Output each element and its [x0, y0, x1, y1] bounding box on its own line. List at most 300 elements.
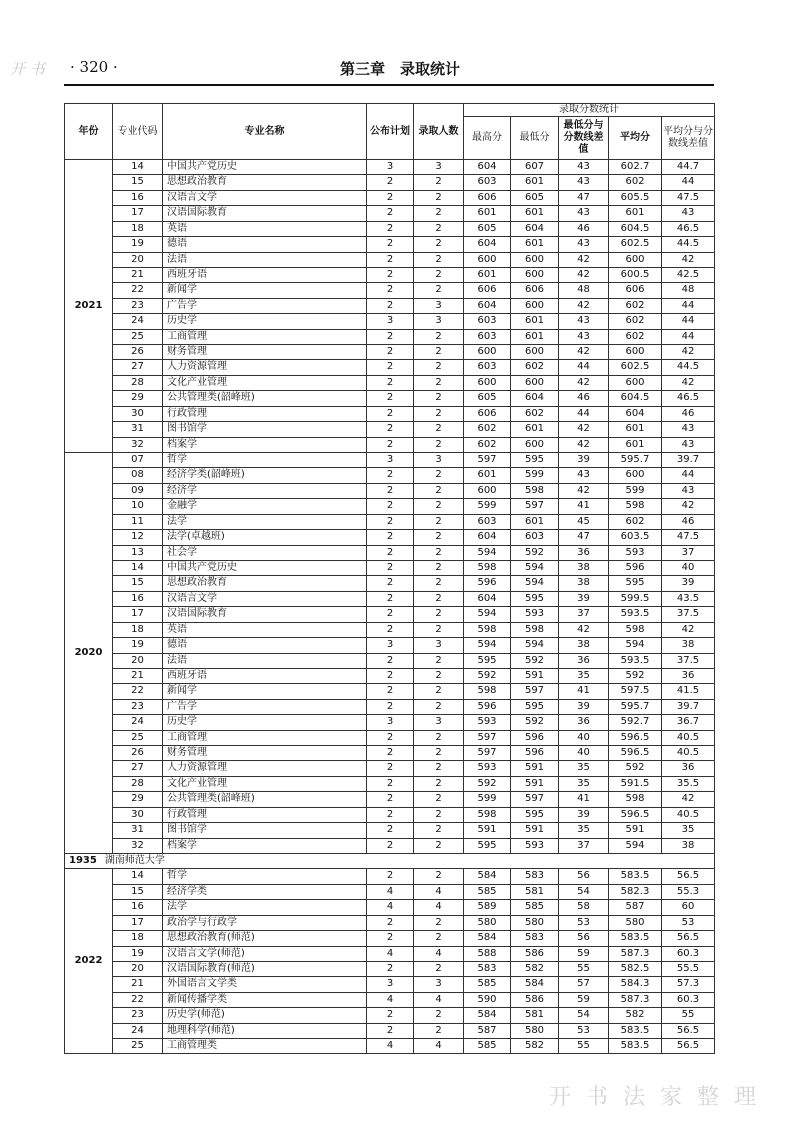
major-name-cell: 工商管理	[163, 730, 367, 745]
min-score-cell: 601	[511, 422, 559, 437]
year-cell: 2020	[65, 453, 113, 854]
max-score-cell: 605	[464, 391, 511, 406]
min-score-cell: 601	[511, 175, 559, 190]
max-score-cell: 598	[464, 684, 511, 699]
min-score-cell: 597	[511, 684, 559, 699]
max-score-cell: 589	[464, 900, 511, 915]
major-name-cell: 经济学类	[163, 884, 367, 899]
max-score-cell: 592	[464, 668, 511, 683]
avg-score-cell: 593.5	[609, 653, 662, 668]
max-score-cell: 603	[464, 514, 511, 529]
min-score-cell: 601	[511, 514, 559, 529]
avg-score-cell: 583.5	[609, 869, 662, 884]
table-row	[65, 345, 715, 360]
table-row	[65, 175, 715, 190]
plan-cell: 2	[367, 591, 414, 606]
admitted-cell: 2	[414, 530, 464, 545]
code-cell: 08	[113, 468, 163, 483]
avg-score-cell: 593.5	[609, 607, 662, 622]
code-cell: 18	[113, 622, 163, 637]
min-diff-cell: 43	[559, 175, 609, 190]
avg-score-cell: 597.5	[609, 684, 662, 699]
avg-score-cell: 596.5	[609, 730, 662, 745]
code-cell: 23	[113, 1008, 163, 1023]
min-score-cell: 601	[511, 314, 559, 329]
admitted-cell: 2	[414, 175, 464, 190]
code-cell: 16	[113, 591, 163, 606]
min-score-cell: 600	[511, 252, 559, 267]
min-score-cell: 598	[511, 622, 559, 637]
min-score-cell: 606	[511, 283, 559, 298]
admitted-cell: 2	[414, 360, 464, 375]
code-cell: 25	[113, 1039, 163, 1054]
major-name-cell: 德语	[163, 638, 367, 653]
max-score-cell: 603	[464, 360, 511, 375]
min-diff-cell: 38	[559, 638, 609, 653]
max-score-cell: 601	[464, 267, 511, 282]
avg-score-cell: 583.5	[609, 1023, 662, 1038]
min-diff-cell: 40	[559, 730, 609, 745]
admitted-cell: 2	[414, 792, 464, 807]
major-name-cell: 广告学	[163, 298, 367, 313]
code-cell: 27	[113, 761, 163, 776]
code-cell: 15	[113, 576, 163, 591]
plan-cell: 2	[367, 668, 414, 683]
min-score-cell: 584	[511, 977, 559, 992]
min-score-cell: 601	[511, 206, 559, 221]
code-cell: 24	[113, 314, 163, 329]
avg-diff-cell: 39.7	[662, 453, 715, 468]
admitted-cell: 2	[414, 345, 464, 360]
plan-cell: 4	[367, 900, 414, 915]
table-row	[65, 823, 715, 838]
min-score-cell: 582	[511, 1039, 559, 1054]
min-score-cell: 596	[511, 730, 559, 745]
max-score-cell: 600	[464, 375, 511, 390]
watermark-top: 开 书	[10, 60, 45, 78]
plan-cell: 2	[367, 206, 414, 221]
avg-diff-cell: 42	[662, 375, 715, 390]
plan-cell: 2	[367, 345, 414, 360]
avg-diff-cell: 46	[662, 514, 715, 529]
plan-cell: 2	[367, 483, 414, 498]
avg-score-cell: 602.7	[609, 160, 662, 175]
code-cell: 32	[113, 838, 163, 853]
min-diff-cell: 44	[559, 406, 609, 421]
plan-cell: 2	[367, 221, 414, 236]
avg-score-cell: 582	[609, 1008, 662, 1023]
min-score-cell: 594	[511, 576, 559, 591]
plan-cell: 3	[367, 160, 414, 175]
avg-diff-cell: 40.5	[662, 807, 715, 822]
admitted-cell: 2	[414, 375, 464, 390]
min-diff-cell: 36	[559, 653, 609, 668]
table-row	[65, 190, 715, 205]
section-name: 湖南师范大学	[104, 854, 165, 866]
col-admitted: 录取人数	[414, 104, 464, 160]
code-cell: 17	[113, 206, 163, 221]
major-name-cell: 法语	[163, 252, 367, 267]
plan-cell: 2	[367, 915, 414, 930]
major-name-cell: 哲学	[163, 453, 367, 468]
min-score-cell: 601	[511, 237, 559, 252]
max-score-cell: 585	[464, 977, 511, 992]
min-score-cell: 582	[511, 961, 559, 976]
admitted-cell: 2	[414, 483, 464, 498]
min-score-cell: 602	[511, 406, 559, 421]
min-score-cell: 594	[511, 560, 559, 575]
min-diff-cell: 35	[559, 668, 609, 683]
plan-cell: 2	[367, 283, 414, 298]
avg-score-cell: 593	[609, 545, 662, 560]
major-name-cell: 新闻传播学类	[163, 992, 367, 1007]
major-name-cell: 文化产业管理	[163, 776, 367, 791]
major-name-cell: 工商管理类	[163, 1039, 367, 1054]
plan-cell: 2	[367, 267, 414, 282]
table-row	[65, 468, 715, 483]
code-cell: 22	[113, 283, 163, 298]
min-score-cell: 580	[511, 1023, 559, 1038]
min-score-cell: 595	[511, 807, 559, 822]
min-score-cell: 581	[511, 884, 559, 899]
major-name-cell: 档案学	[163, 437, 367, 452]
code-cell: 32	[113, 437, 163, 452]
min-diff-cell: 56	[559, 931, 609, 946]
major-name-cell: 金融学	[163, 499, 367, 514]
max-score-cell: 584	[464, 1008, 511, 1023]
avg-diff-cell: 43	[662, 483, 715, 498]
min-diff-cell: 37	[559, 838, 609, 853]
major-name-cell: 汉语言文学	[163, 190, 367, 205]
max-score-cell: 596	[464, 699, 511, 714]
code-cell: 10	[113, 499, 163, 514]
min-diff-cell: 47	[559, 190, 609, 205]
avg-score-cell: 598	[609, 622, 662, 637]
min-diff-cell: 43	[559, 160, 609, 175]
avg-score-cell: 601	[609, 206, 662, 221]
max-score-cell: 588	[464, 946, 511, 961]
min-score-cell: 607	[511, 160, 559, 175]
admitted-cell: 2	[414, 776, 464, 791]
avg-diff-cell: 44	[662, 468, 715, 483]
min-score-cell: 599	[511, 468, 559, 483]
avg-score-cell: 601	[609, 422, 662, 437]
table-row	[65, 530, 715, 545]
admitted-cell: 3	[414, 977, 464, 992]
major-name-cell: 公共管理类(韶峰班)	[163, 391, 367, 406]
plan-cell: 4	[367, 1039, 414, 1054]
min-diff-cell: 42	[559, 483, 609, 498]
avg-diff-cell: 44.7	[662, 160, 715, 175]
max-score-cell: 600	[464, 345, 511, 360]
code-cell: 17	[113, 607, 163, 622]
admitted-cell: 3	[414, 453, 464, 468]
table-row	[65, 761, 715, 776]
code-cell: 30	[113, 807, 163, 822]
min-score-cell: 583	[511, 931, 559, 946]
admitted-cell: 2	[414, 576, 464, 591]
avg-score-cell: 592.7	[609, 715, 662, 730]
avg-diff-cell: 41.5	[662, 684, 715, 699]
admitted-cell: 4	[414, 1039, 464, 1054]
code-cell: 20	[113, 252, 163, 267]
admitted-cell: 4	[414, 884, 464, 899]
code-cell: 27	[113, 360, 163, 375]
min-score-cell: 595	[511, 453, 559, 468]
avg-diff-cell: 56.5	[662, 1023, 715, 1038]
max-score-cell: 605	[464, 221, 511, 236]
table-row	[65, 699, 715, 714]
plan-cell: 2	[367, 576, 414, 591]
avg-diff-cell: 37	[662, 545, 715, 560]
max-score-cell: 597	[464, 453, 511, 468]
min-diff-cell: 43	[559, 206, 609, 221]
min-diff-cell: 43	[559, 237, 609, 252]
table-row	[65, 237, 715, 252]
admitted-cell: 3	[414, 715, 464, 730]
plan-cell: 2	[367, 252, 414, 267]
min-diff-cell: 44	[559, 360, 609, 375]
min-diff-cell: 42	[559, 622, 609, 637]
code-cell: 24	[113, 1023, 163, 1038]
avg-diff-cell: 53	[662, 915, 715, 930]
avg-score-cell: 598	[609, 792, 662, 807]
avg-diff-cell: 43.5	[662, 591, 715, 606]
avg-score-cell: 602	[609, 175, 662, 190]
min-diff-cell: 59	[559, 992, 609, 1007]
min-score-cell: 586	[511, 992, 559, 1007]
avg-score-cell: 596.5	[609, 746, 662, 761]
admitted-cell: 3	[414, 638, 464, 653]
min-diff-cell: 38	[559, 576, 609, 591]
admitted-cell: 2	[414, 823, 464, 838]
plan-cell: 2	[367, 761, 414, 776]
min-diff-cell: 54	[559, 1008, 609, 1023]
max-score-cell: 592	[464, 776, 511, 791]
min-diff-cell: 42	[559, 252, 609, 267]
avg-score-cell: 600.5	[609, 267, 662, 282]
major-name-cell: 中国共产党历史	[163, 560, 367, 575]
code-cell: 14	[113, 869, 163, 884]
max-score-cell: 604	[464, 237, 511, 252]
code-cell: 15	[113, 175, 163, 190]
major-name-cell: 汉语言文学	[163, 591, 367, 606]
admitted-cell: 2	[414, 869, 464, 884]
admitted-cell: 2	[414, 931, 464, 946]
min-diff-cell: 39	[559, 807, 609, 822]
avg-score-cell: 604.5	[609, 391, 662, 406]
col-stats-group: 录取分数统计	[464, 104, 715, 117]
avg-diff-cell: 35	[662, 823, 715, 838]
code-cell: 24	[113, 715, 163, 730]
min-score-cell: 603	[511, 530, 559, 545]
avg-score-cell: 582.5	[609, 961, 662, 976]
avg-diff-cell: 56.5	[662, 1039, 715, 1054]
min-diff-cell: 40	[559, 746, 609, 761]
plan-cell: 3	[367, 977, 414, 992]
avg-score-cell: 605.5	[609, 190, 662, 205]
min-score-cell: 600	[511, 375, 559, 390]
avg-score-cell: 591	[609, 823, 662, 838]
max-score-cell: 593	[464, 715, 511, 730]
table-row	[65, 499, 715, 514]
code-cell: 20	[113, 961, 163, 976]
major-name-cell: 西班牙语	[163, 668, 367, 683]
year-cell: 2021	[65, 160, 113, 453]
major-name-cell: 历史学	[163, 715, 367, 730]
plan-cell: 3	[367, 314, 414, 329]
avg-score-cell: 587.3	[609, 992, 662, 1007]
min-diff-cell: 42	[559, 375, 609, 390]
plan-cell: 2	[367, 360, 414, 375]
avg-diff-cell: 46.5	[662, 391, 715, 406]
code-cell: 22	[113, 684, 163, 699]
avg-diff-cell: 46	[662, 406, 715, 421]
min-score-cell: 600	[511, 267, 559, 282]
plan-cell: 3	[367, 453, 414, 468]
plan-cell: 2	[367, 468, 414, 483]
col-avg: 平均分	[609, 117, 662, 160]
table-row	[65, 915, 715, 930]
min-score-cell: 600	[511, 298, 559, 313]
plan-cell: 2	[367, 684, 414, 699]
min-score-cell: 594	[511, 638, 559, 653]
col-name: 专业名称	[163, 104, 367, 160]
avg-diff-cell: 36.7	[662, 715, 715, 730]
table-row	[65, 406, 715, 421]
max-score-cell: 596	[464, 576, 511, 591]
admitted-cell: 2	[414, 283, 464, 298]
max-score-cell: 595	[464, 653, 511, 668]
table-row	[65, 453, 715, 468]
table-row	[65, 807, 715, 822]
avg-score-cell: 583.5	[609, 931, 662, 946]
plan-cell: 2	[367, 838, 414, 853]
plan-cell: 2	[367, 375, 414, 390]
avg-diff-cell: 60.3	[662, 992, 715, 1007]
avg-diff-cell: 40	[662, 560, 715, 575]
admitted-cell: 2	[414, 838, 464, 853]
min-score-cell: 592	[511, 653, 559, 668]
code-cell: 19	[113, 237, 163, 252]
plan-cell: 2	[367, 298, 414, 313]
table-row	[65, 391, 715, 406]
avg-score-cell: 596	[609, 560, 662, 575]
max-score-cell: 585	[464, 1039, 511, 1054]
avg-diff-cell: 56.5	[662, 931, 715, 946]
max-score-cell: 606	[464, 406, 511, 421]
admitted-cell: 2	[414, 684, 464, 699]
avg-diff-cell: 55.5	[662, 961, 715, 976]
avg-diff-cell: 44.5	[662, 237, 715, 252]
avg-score-cell: 591.5	[609, 776, 662, 791]
major-name-cell: 思想政治教育	[163, 576, 367, 591]
major-name-cell: 外国语言文学类	[163, 977, 367, 992]
min-score-cell: 592	[511, 715, 559, 730]
min-diff-cell: 35	[559, 761, 609, 776]
code-cell: 12	[113, 530, 163, 545]
code-cell: 18	[113, 931, 163, 946]
avg-diff-cell: 57.3	[662, 977, 715, 992]
avg-diff-cell: 44	[662, 298, 715, 313]
avg-score-cell: 596.5	[609, 807, 662, 822]
max-score-cell: 598	[464, 560, 511, 575]
admitted-cell: 3	[414, 160, 464, 175]
max-score-cell: 580	[464, 915, 511, 930]
max-score-cell: 595	[464, 838, 511, 853]
avg-diff-cell: 38	[662, 838, 715, 853]
min-diff-cell: 43	[559, 314, 609, 329]
max-score-cell: 591	[464, 823, 511, 838]
plan-cell: 2	[367, 391, 414, 406]
plan-cell: 2	[367, 437, 414, 452]
table-row	[65, 545, 715, 560]
min-score-cell: 591	[511, 776, 559, 791]
min-score-cell: 598	[511, 483, 559, 498]
max-score-cell: 584	[464, 869, 511, 884]
avg-diff-cell: 44.5	[662, 360, 715, 375]
table-row	[65, 776, 715, 791]
max-score-cell: 583	[464, 961, 511, 976]
plan-cell: 2	[367, 514, 414, 529]
table-row	[65, 1023, 715, 1038]
admitted-cell: 2	[414, 391, 464, 406]
code-cell: 18	[113, 221, 163, 236]
admitted-cell: 2	[414, 961, 464, 976]
min-diff-cell: 54	[559, 884, 609, 899]
max-score-cell: 598	[464, 807, 511, 822]
major-name-cell: 英语	[163, 221, 367, 236]
avg-diff-cell: 44	[662, 314, 715, 329]
max-score-cell: 601	[464, 468, 511, 483]
min-score-cell: 586	[511, 946, 559, 961]
avg-score-cell: 602	[609, 314, 662, 329]
min-score-cell: 596	[511, 746, 559, 761]
table-row	[65, 961, 715, 976]
major-name-cell: 经济学	[163, 483, 367, 498]
avg-score-cell: 587	[609, 900, 662, 915]
col-max: 最高分	[464, 117, 511, 160]
avg-diff-cell: 42	[662, 345, 715, 360]
code-cell: 21	[113, 977, 163, 992]
plan-cell: 2	[367, 607, 414, 622]
min-diff-cell: 43	[559, 329, 609, 344]
avg-diff-cell: 43	[662, 206, 715, 221]
plan-cell: 2	[367, 746, 414, 761]
max-score-cell: 604	[464, 530, 511, 545]
code-cell: 31	[113, 422, 163, 437]
code-cell: 09	[113, 483, 163, 498]
avg-score-cell: 602.5	[609, 360, 662, 375]
admitted-cell: 2	[414, 730, 464, 745]
plan-cell: 2	[367, 175, 414, 190]
plan-cell: 2	[367, 422, 414, 437]
min-diff-cell: 35	[559, 823, 609, 838]
min-diff-cell: 42	[559, 422, 609, 437]
col-min-diff: 最低分与分数线差值	[559, 117, 609, 160]
col-min: 最低分	[511, 117, 559, 160]
min-diff-cell: 53	[559, 915, 609, 930]
admission-table	[64, 103, 715, 1054]
plan-cell: 2	[367, 406, 414, 421]
table-row	[65, 360, 715, 375]
admitted-cell: 2	[414, 545, 464, 560]
avg-score-cell: 603.5	[609, 530, 662, 545]
major-name-cell: 新闻学	[163, 684, 367, 699]
max-score-cell: 604	[464, 160, 511, 175]
section-header	[65, 853, 715, 868]
avg-diff-cell: 42	[662, 792, 715, 807]
